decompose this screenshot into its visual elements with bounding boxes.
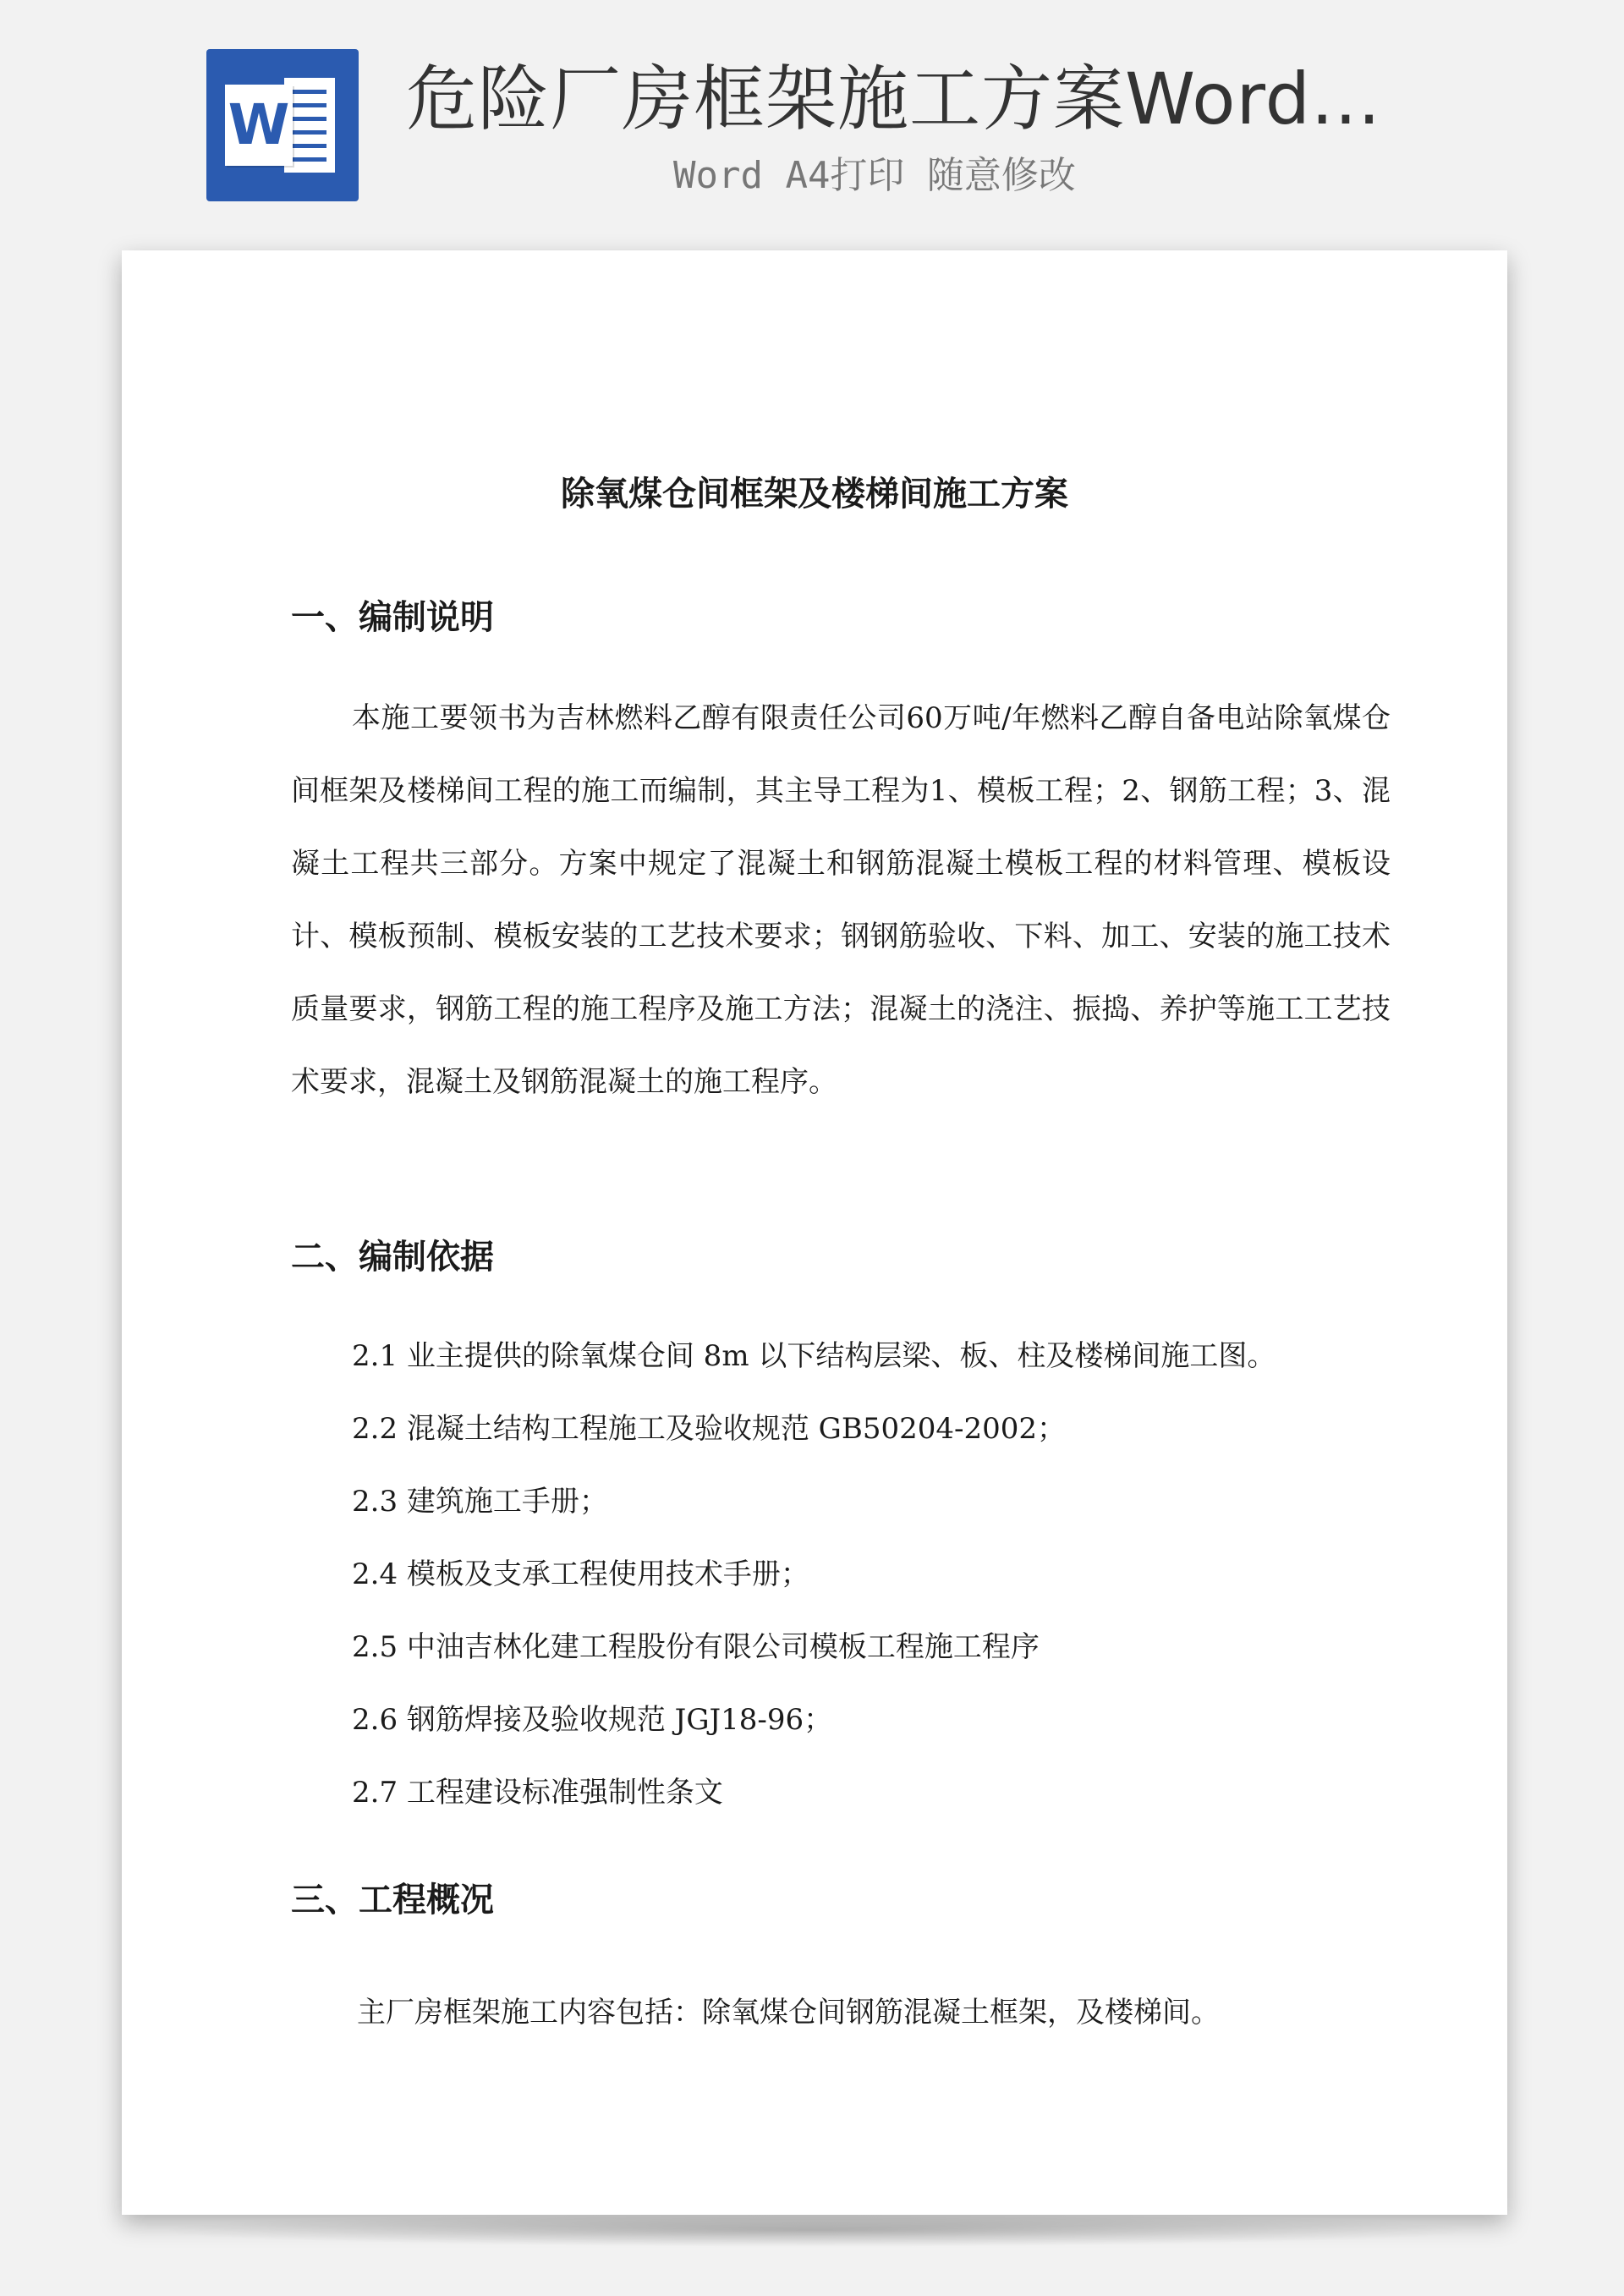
section-3-paragraph: 主厂房框架施工内容包括：除氧煤仓间钢筋混凝土框架，及楼梯间。 — [357, 1996, 1220, 2030]
word-document-icon — [206, 49, 359, 201]
banner-title: 危险厂房框架施工方案Word... — [406, 58, 1382, 140]
list-item: 2.2 混凝土结构工程施工及验收规范 GB50204-2002； — [352, 1412, 1067, 1446]
section-heading-2: 二、编制依据 — [291, 1238, 494, 1277]
word-logo-letter: W — [225, 85, 293, 166]
banner-subtitle: Word A4打印 随意修改 — [673, 154, 1076, 197]
section-1-paragraph: 本施工要领书为吉林燃料乙醇有限责任公司60万吨/年燃料乙醇自备电站除氧煤仓间框架及楼梯间工程的施工而编制，其主导工程为1、模板工程；2、钢筋工程；3、混凝土工程共三部分。方案中规定了混凝土和钢筋混凝土模板工程的材料管理、模板设计、模板预制、模板安装的工艺技术要求；钢钢筋验收、下料、加工、安装的施工技术质量要求，钢筋工程的施工程序及施工方法；混凝土的浇注、振捣、养护等施工工艺技术要求，混凝土及钢筋混凝土的施工程序。 — [291, 701, 1391, 1099]
list-item: 2.5 中油吉林化建工程股份有限公司模板工程施工程序 — [352, 1630, 1040, 1664]
list-item: 2.3 建筑施工手册； — [352, 1485, 608, 1519]
page-shadow — [144, 2213, 1487, 2247]
document-title: 除氧煤仓间框架及楼梯间施工方案 — [561, 475, 1068, 514]
section-heading-3: 三、工程概况 — [291, 1881, 494, 1920]
header-banner — [0, 0, 1624, 228]
section-heading-1: 一、编制说明 — [291, 598, 494, 637]
list-item: 2.4 模板及支承工程使用技术手册； — [352, 1557, 809, 1591]
document-page — [122, 250, 1507, 2215]
list-item: 2.6 钢筋焊接及验收规范 JGJ18-96； — [352, 1703, 833, 1737]
reference-list — [352, 1320, 1276, 1829]
list-item: 2.1 业主提供的除氧煤仓间 8m 以下结构层梁、板、柱及楼梯间施工图。 — [352, 1339, 1276, 1373]
list-item: 2.7 工程建设标准强制性条文 — [352, 1776, 723, 1810]
